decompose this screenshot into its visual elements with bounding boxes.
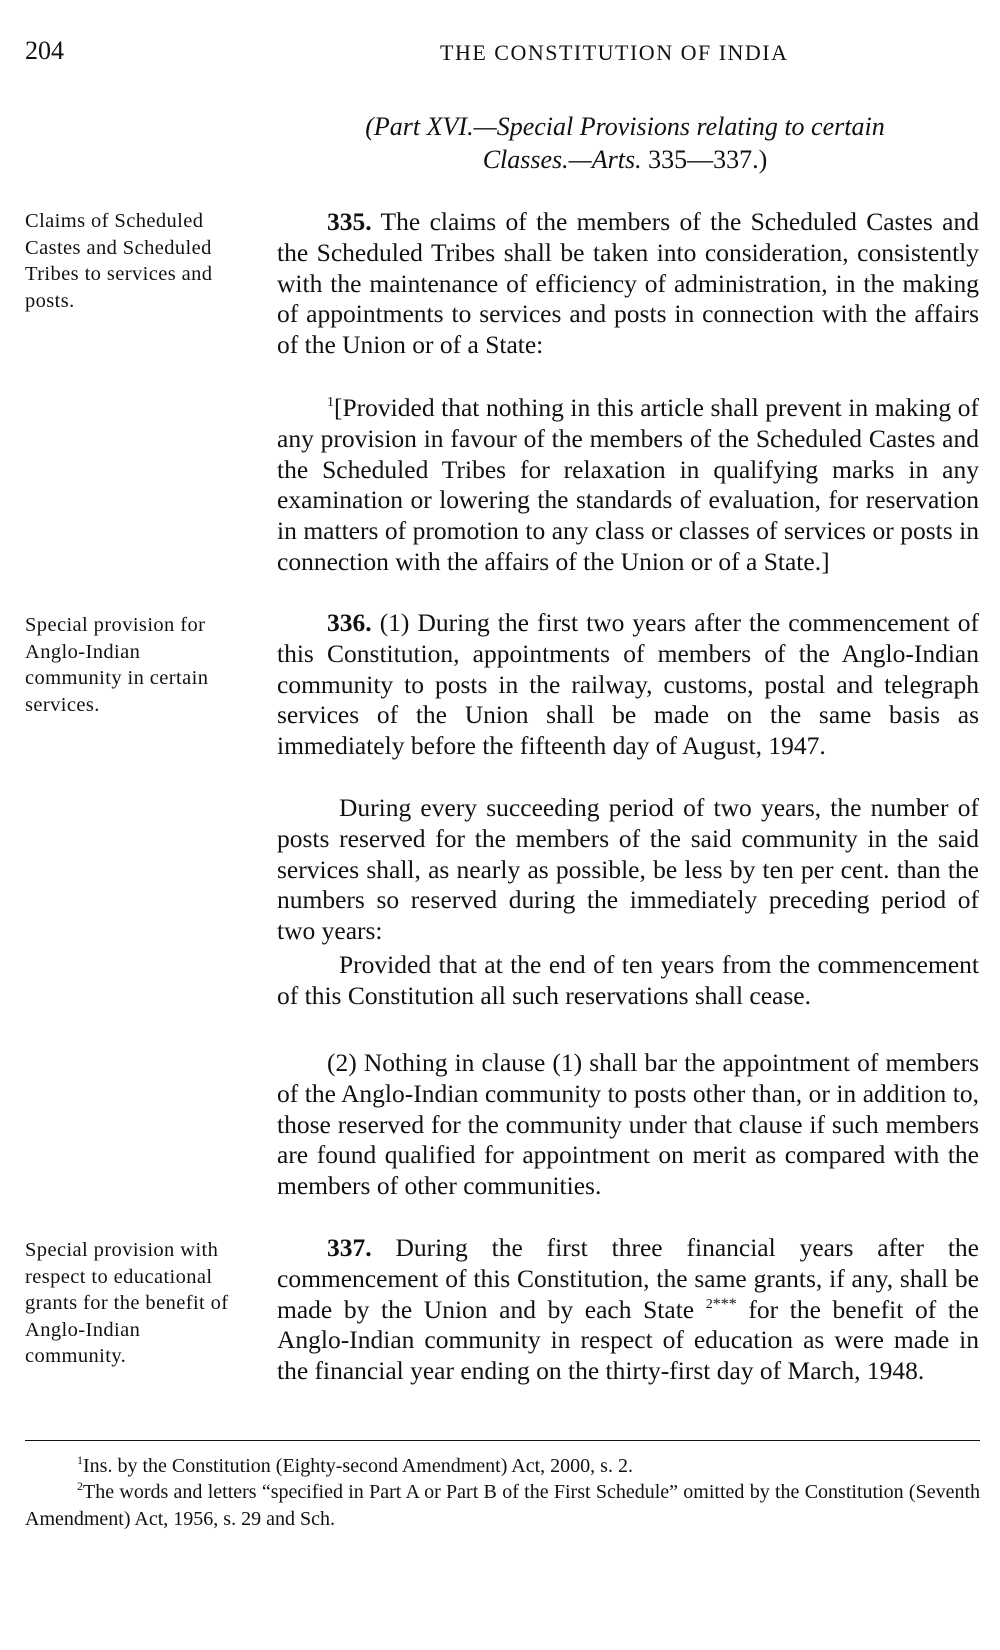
margin-note-337: Special provision with respect to educational grants for the benefit of Anglo-Indian community. bbox=[25, 1239, 229, 1368]
article-337-text-after: for the benefit of the Anglo-Indian community in respect of education as were made in the financial year ending on the thirty-first day of March, 1948. bbox=[277, 1294, 980, 1386]
article-336-clause-1 bbox=[277, 608, 979, 762]
footnote-1-marker: 1 bbox=[77, 1453, 83, 1467]
footnote-2 bbox=[25, 1479, 980, 1533]
article-335-proviso-text: [Provided that nothing in this article shall prevent in making of any provision in favour of the members of the Scheduled Castes and the Scheduled Tribes for relaxation in qualifying marks in any examination or lowering the standards of evaluation, for reservation in matters of promotion to any class or classes of services or posts in connection with the affairs of the Union or of a State.] bbox=[277, 393, 979, 576]
article-337-text-before: During the first three financial years after the commencement of this Constitution, the same grants, if any, shall be made by the Union and by each State bbox=[277, 1233, 980, 1324]
footnote-ref-2: 2 bbox=[705, 1296, 713, 1312]
article-337 bbox=[277, 1233, 979, 1387]
article-336-clause-2: (2) Nothing in clause (1) shall bar the appointment of members of the Anglo-Indian community to posts other than, or in addition to, those reserved for the community under that clause if such members are found qualified for appointment on merit as compared with the members of other communities. bbox=[277, 1048, 979, 1201]
article-336-number: 336. bbox=[327, 608, 372, 637]
footnote-2-text: The words and letters “specified in Part A or Part B of the First Schedule” omitted by the Constitution (Seventh Amendment) Act, 1956, s. 29 and Sch. bbox=[25, 1481, 980, 1530]
article-336-proviso: Provided that at the end of ten years from the commencement of this Constitution all such reservations shall cease. bbox=[277, 950, 979, 1010]
part-heading-line1: (Part XVI.—Special Provisions relating to certain bbox=[365, 112, 885, 141]
article-337-number: 337. bbox=[327, 1233, 372, 1262]
article-335 bbox=[277, 207, 979, 361]
footnote-1 bbox=[25, 1453, 980, 1480]
page-number: 204 bbox=[25, 36, 64, 65]
article-335-text: The claims of the members of the Scheduled Castes and the Scheduled Tribes shall be taken into consideration, consistently with the maintenance of efficiency of administration, in the making of appointments to services and posts in connection with the affairs of the Union or of a State: bbox=[277, 207, 979, 360]
margin-note-335: Claims of Scheduled Castes and Scheduled Tribes to services and posts. bbox=[25, 210, 213, 312]
part-heading-classes: Classes.—Arts. bbox=[482, 145, 642, 174]
article-335-number: 335. bbox=[327, 207, 372, 236]
footnote-rule bbox=[25, 1440, 980, 1441]
footnote-1-text: Ins. by the Constitution (Eighty-second Amendment) Act, 2000, s. 2. bbox=[83, 1455, 633, 1477]
footnote-ref-1: 1 bbox=[327, 395, 334, 410]
part-heading bbox=[280, 110, 970, 176]
article-336-clause-1-text: (1) During the first two years after the commencement of this Constitution, appointments of members of the Anglo-Indian community to posts in the railway, customs, postal and telegraph services of the Union shall be made on the same basis as immediately before the fifteenth day of August, 1947. bbox=[277, 608, 979, 761]
article-335-proviso bbox=[277, 393, 979, 578]
running-head: THE CONSTITUTION OF INDIA bbox=[440, 40, 789, 65]
footnote-2-marker: 2 bbox=[77, 1479, 83, 1493]
article-336-para-2: During every succeeding period of two years, the number of posts reserved for the members of the said community in the said services shall, as nearly as possible, be less by ten per cent. than the numbers so reserved during the immediately preceding period of two years: bbox=[277, 793, 979, 946]
omission-asterisks: *** bbox=[712, 1295, 737, 1313]
part-heading-line2 bbox=[280, 143, 970, 176]
part-heading-arts-range: 335—337.) bbox=[648, 145, 768, 174]
margin-note-336: Special provision for Anglo-Indian community in certain services. bbox=[25, 614, 209, 716]
